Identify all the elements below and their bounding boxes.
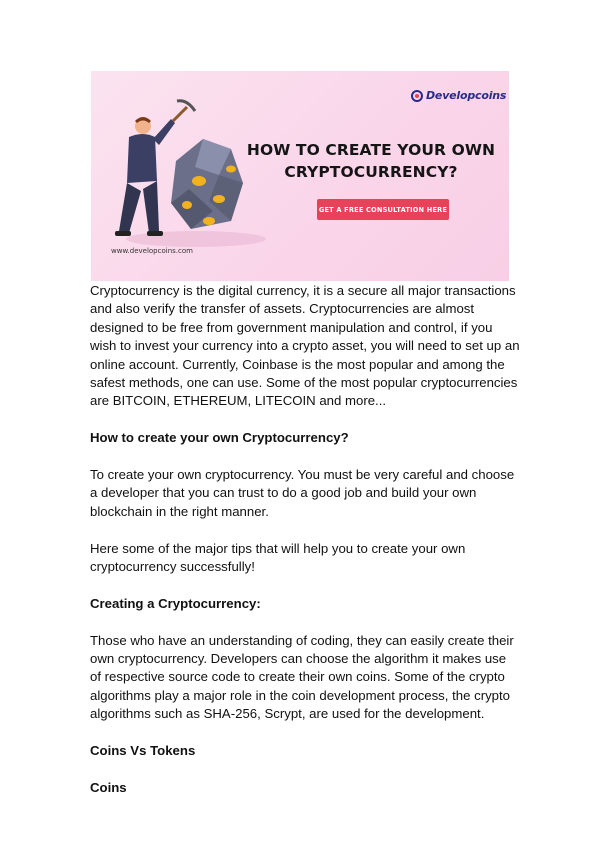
brand-gear-icon xyxy=(411,90,423,102)
brand-name: Developcoins xyxy=(426,89,507,102)
promo-banner[interactable] xyxy=(91,71,509,281)
paragraph-tips: Here some of the major tips that will help you to create your own cryptocurrency successfully! xyxy=(90,540,466,575)
website-url: www.developcoins.com xyxy=(111,247,193,255)
heading-create-crypto: How to create your own Cryptocurrency? xyxy=(90,430,349,446)
developcoins-logo xyxy=(411,89,506,102)
paragraph-coding: Those who have an understanding of coding, they can easily create their own cryptocurrency. Developers can choose the algorithm it makes use of respective source code to create their own coins. Some of the crypto algorithms play a major role in the coin development process, the crypto algorithms such as SHA-256, Scrypt, are used for the development. xyxy=(90,632,514,722)
heading-creating: Creating a Cryptocurrency: xyxy=(90,595,261,611)
article-body xyxy=(90,282,520,797)
banner-title: HOW TO CREATE YOUR OWN CRYPTOCURRENCY? xyxy=(246,141,496,181)
heading-coins: Coins xyxy=(90,779,127,795)
heading-coins-vs-tokens: Coins Vs Tokens xyxy=(90,743,196,759)
intro-paragraph: Cryptocurrency is the digital currency, it is a secure all major transactions and also verify the transfer of assets. Cryptocurrencies are almost designed to be free from government manipulation and control, if you wish to invest your currency into a crypto asset, you will need to set up an online account. Currently, Coinbase is the most popular and among the safest methods, one can use. Some of the most popular cryptocurrencies are BITCOIN, ETHEREUM, LITECOIN and more... xyxy=(90,283,520,409)
consultation-button[interactable]: GET A FREE CONSULTATION HERE xyxy=(317,199,449,220)
paragraph-developer: To create your own cryptocurrency. You must be very careful and choose a developer that you can trust to do a good job and build your own blockchain in the right manner. xyxy=(90,467,515,519)
